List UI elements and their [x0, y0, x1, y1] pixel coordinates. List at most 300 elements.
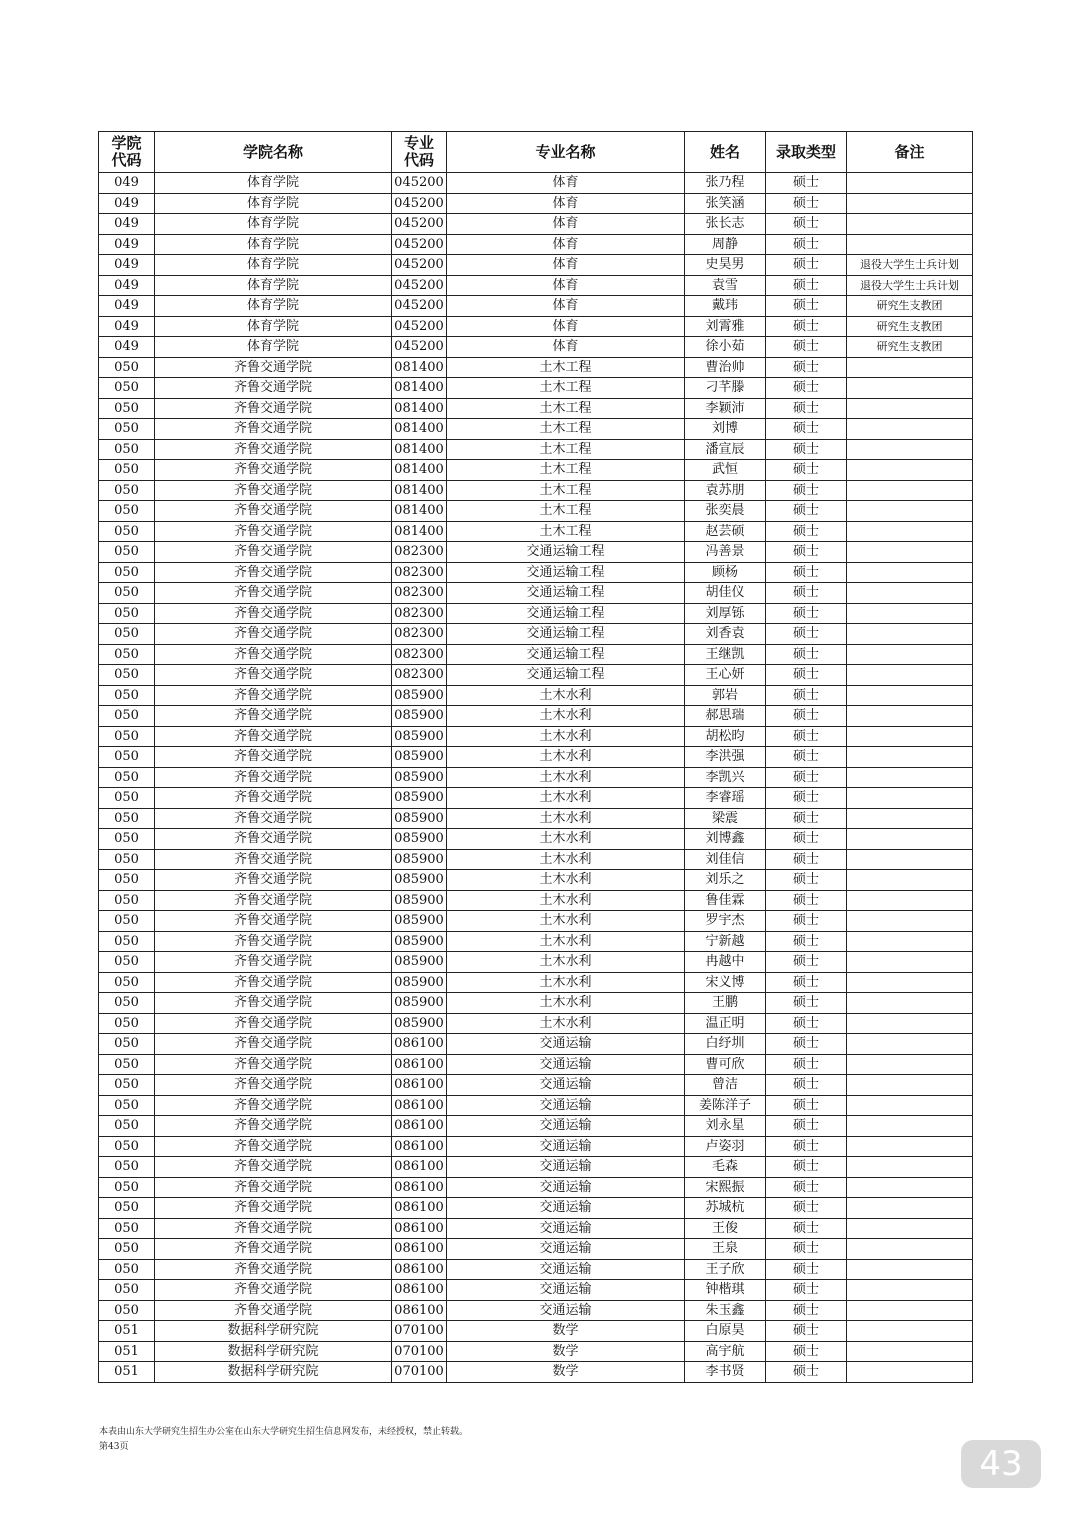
cell-remarks: 退役大学生士兵计划	[847, 255, 973, 276]
cell-admission-type: 硕士	[766, 378, 847, 399]
cell-remarks	[847, 624, 973, 645]
table-row	[99, 1362, 973, 1383]
cell-admission-type: 硕士	[766, 275, 847, 296]
cell-remarks	[847, 747, 973, 768]
cell-major-code: 086100	[392, 1075, 447, 1096]
cell-student-name: 刘乐之	[685, 870, 766, 891]
cell-student-name: 刘博	[685, 419, 766, 440]
cell-major-code: 081400	[392, 378, 447, 399]
cell-remarks	[847, 501, 973, 522]
cell-student-name: 李洪强	[685, 747, 766, 768]
table-row	[99, 419, 973, 440]
cell-major-name: 交通运输工程	[447, 583, 685, 604]
cell-admission-type: 硕士	[766, 1321, 847, 1342]
cell-student-name: 武恒	[685, 460, 766, 481]
cell-student-name: 宁新越	[685, 931, 766, 952]
cell-remarks	[847, 808, 973, 829]
cell-remarks	[847, 1075, 973, 1096]
cell-major-name: 土木工程	[447, 501, 685, 522]
cell-college-code: 049	[99, 316, 155, 337]
cell-college-name: 齐鲁交通学院	[155, 706, 392, 727]
cell-student-name: 徐小茹	[685, 337, 766, 358]
cell-college-name: 齐鲁交通学院	[155, 1054, 392, 1075]
cell-admission-type: 硕士	[766, 562, 847, 583]
cell-major-name: 交通运输工程	[447, 542, 685, 563]
cell-remarks	[847, 890, 973, 911]
table-row	[99, 972, 973, 993]
cell-major-code: 082300	[392, 665, 447, 686]
cell-major-name: 土木工程	[447, 460, 685, 481]
cell-major-name: 土木水利	[447, 747, 685, 768]
table-header-row	[99, 132, 973, 173]
cell-college-name: 齐鲁交通学院	[155, 911, 392, 932]
cell-student-name: 李书贤	[685, 1362, 766, 1383]
cell-remarks	[847, 1116, 973, 1137]
cell-student-name: 姜陈洋子	[685, 1095, 766, 1116]
header-remarks: 备注	[847, 132, 973, 173]
cell-major-code: 045200	[392, 173, 447, 194]
cell-admission-type: 硕士	[766, 173, 847, 194]
cell-admission-type: 硕士	[766, 501, 847, 522]
cell-college-name: 齐鲁交通学院	[155, 993, 392, 1014]
cell-college-code: 050	[99, 501, 155, 522]
cell-college-name: 数据科学研究院	[155, 1321, 392, 1342]
cell-remarks	[847, 583, 973, 604]
cell-college-name: 齐鲁交通学院	[155, 952, 392, 973]
cell-college-name: 齐鲁交通学院	[155, 890, 392, 911]
cell-major-name: 数学	[447, 1321, 685, 1342]
cell-major-code: 086100	[392, 1239, 447, 1260]
table-row	[99, 870, 973, 891]
cell-college-name: 齐鲁交通学院	[155, 1218, 392, 1239]
cell-student-name: 刘博鑫	[685, 829, 766, 850]
cell-major-name: 土木水利	[447, 849, 685, 870]
cell-remarks	[847, 378, 973, 399]
cell-college-name: 齐鲁交通学院	[155, 480, 392, 501]
cell-major-name: 交通运输	[447, 1300, 685, 1321]
table-row	[99, 685, 973, 706]
cell-college-code: 050	[99, 419, 155, 440]
table-row	[99, 911, 973, 932]
table-row	[99, 952, 973, 973]
cell-college-name: 齐鲁交通学院	[155, 398, 392, 419]
cell-college-name: 齐鲁交通学院	[155, 1075, 392, 1096]
cell-admission-type: 硕士	[766, 419, 847, 440]
table-row	[99, 931, 973, 952]
cell-student-name: 曹治帅	[685, 357, 766, 378]
cell-major-code: 086100	[392, 1054, 447, 1075]
cell-college-code: 050	[99, 952, 155, 973]
cell-admission-type: 硕士	[766, 460, 847, 481]
cell-major-code: 086100	[392, 1198, 447, 1219]
cell-college-name: 体育学院	[155, 316, 392, 337]
cell-major-name: 体育	[447, 173, 685, 194]
cell-college-name: 体育学院	[155, 173, 392, 194]
cell-major-code: 081400	[392, 460, 447, 481]
cell-college-code: 050	[99, 439, 155, 460]
table-row	[99, 193, 973, 214]
cell-major-name: 土木水利	[447, 890, 685, 911]
table-row	[99, 275, 973, 296]
cell-major-code: 045200	[392, 255, 447, 276]
cell-student-name: 刘霄雅	[685, 316, 766, 337]
cell-major-name: 体育	[447, 234, 685, 255]
cell-major-name: 交通运输	[447, 1177, 685, 1198]
cell-college-name: 齐鲁交通学院	[155, 1198, 392, 1219]
cell-major-name: 土木水利	[447, 685, 685, 706]
cell-college-code: 050	[99, 808, 155, 829]
header-college-name: 学院名称	[155, 132, 392, 173]
header-major-code: 专业 代码	[392, 132, 447, 173]
cell-major-name: 土木水利	[447, 972, 685, 993]
cell-remarks	[847, 767, 973, 788]
cell-college-code: 050	[99, 931, 155, 952]
cell-college-code: 050	[99, 1095, 155, 1116]
table-row	[99, 1054, 973, 1075]
cell-college-name: 齐鲁交通学院	[155, 788, 392, 809]
cell-remarks	[847, 1341, 973, 1362]
cell-college-code: 050	[99, 685, 155, 706]
cell-major-name: 体育	[447, 316, 685, 337]
cell-remarks	[847, 1362, 973, 1383]
cell-remarks	[847, 603, 973, 624]
cell-remarks	[847, 419, 973, 440]
cell-college-code: 049	[99, 173, 155, 194]
cell-admission-type: 硕士	[766, 296, 847, 317]
cell-student-name: 苏城杭	[685, 1198, 766, 1219]
cell-student-name: 袁苏朋	[685, 480, 766, 501]
table-row	[99, 583, 973, 604]
cell-remarks	[847, 1300, 973, 1321]
cell-admission-type: 硕士	[766, 542, 847, 563]
cell-college-name: 齐鲁交通学院	[155, 1157, 392, 1178]
cell-major-name: 数学	[447, 1341, 685, 1362]
cell-admission-type: 硕士	[766, 316, 847, 337]
cell-admission-type: 硕士	[766, 337, 847, 358]
header-major-name: 专业名称	[447, 132, 685, 173]
table-row	[99, 501, 973, 522]
cell-college-name: 齐鲁交通学院	[155, 419, 392, 440]
cell-major-name: 体育	[447, 275, 685, 296]
table-row	[99, 521, 973, 542]
cell-student-name: 高宇航	[685, 1341, 766, 1362]
cell-admission-type: 硕士	[766, 1034, 847, 1055]
cell-college-code: 050	[99, 870, 155, 891]
cell-college-code: 050	[99, 993, 155, 1014]
table-row	[99, 747, 973, 768]
cell-major-code: 045200	[392, 214, 447, 235]
cell-major-name: 土木工程	[447, 378, 685, 399]
cell-student-name: 袁雪	[685, 275, 766, 296]
cell-college-code: 049	[99, 234, 155, 255]
cell-major-code: 086100	[392, 1116, 447, 1137]
cell-college-code: 049	[99, 255, 155, 276]
cell-college-name: 体育学院	[155, 255, 392, 276]
cell-college-code: 050	[99, 1177, 155, 1198]
cell-admission-type: 硕士	[766, 890, 847, 911]
cell-student-name: 胡松昀	[685, 726, 766, 747]
cell-college-code: 050	[99, 890, 155, 911]
cell-college-code: 050	[99, 521, 155, 542]
cell-student-name: 卢姿羽	[685, 1136, 766, 1157]
cell-major-code: 086100	[392, 1280, 447, 1301]
cell-major-code: 085900	[392, 747, 447, 768]
cell-admission-type: 硕士	[766, 1116, 847, 1137]
cell-major-code: 085900	[392, 767, 447, 788]
cell-major-code: 081400	[392, 480, 447, 501]
table-row	[99, 398, 973, 419]
cell-college-name: 齐鲁交通学院	[155, 767, 392, 788]
cell-remarks	[847, 439, 973, 460]
cell-college-name: 数据科学研究院	[155, 1341, 392, 1362]
cell-major-code: 085900	[392, 788, 447, 809]
cell-remarks	[847, 1177, 973, 1198]
cell-student-name: 张长志	[685, 214, 766, 235]
table-row	[99, 1013, 973, 1034]
cell-admission-type: 硕士	[766, 644, 847, 665]
cell-major-name: 土木工程	[447, 357, 685, 378]
cell-admission-type: 硕士	[766, 1218, 847, 1239]
table-row	[99, 993, 973, 1014]
cell-major-code: 081400	[392, 419, 447, 440]
cell-remarks	[847, 173, 973, 194]
cell-college-code: 049	[99, 275, 155, 296]
cell-college-name: 体育学院	[155, 275, 392, 296]
cell-major-code: 086100	[392, 1095, 447, 1116]
cell-remarks	[847, 911, 973, 932]
cell-major-name: 交通运输工程	[447, 644, 685, 665]
cell-college-code: 050	[99, 747, 155, 768]
cell-college-code: 050	[99, 829, 155, 850]
cell-remarks	[847, 1239, 973, 1260]
cell-major-code: 085900	[392, 870, 447, 891]
cell-student-name: 罗宇杰	[685, 911, 766, 932]
table-body	[99, 173, 973, 1383]
cell-major-name: 土木水利	[447, 808, 685, 829]
cell-admission-type: 硕士	[766, 234, 847, 255]
cell-student-name: 李凯兴	[685, 767, 766, 788]
cell-student-name: 王继凯	[685, 644, 766, 665]
cell-remarks	[847, 788, 973, 809]
cell-college-name: 齐鲁交通学院	[155, 747, 392, 768]
cell-college-code: 050	[99, 665, 155, 686]
cell-major-name: 交通运输工程	[447, 562, 685, 583]
cell-major-name: 交通运输	[447, 1198, 685, 1219]
cell-major-name: 土木水利	[447, 952, 685, 973]
table-row	[99, 1280, 973, 1301]
cell-student-name: 曹可欣	[685, 1054, 766, 1075]
cell-major-name: 土木工程	[447, 419, 685, 440]
cell-student-name: 温正明	[685, 1013, 766, 1034]
table-row	[99, 316, 973, 337]
cell-major-name: 体育	[447, 296, 685, 317]
cell-college-name: 齐鲁交通学院	[155, 1177, 392, 1198]
cell-admission-type: 硕士	[766, 255, 847, 276]
cell-admission-type: 硕士	[766, 357, 847, 378]
cell-major-code: 085900	[392, 972, 447, 993]
table-row	[99, 1116, 973, 1137]
cell-major-code: 085900	[392, 829, 447, 850]
cell-student-name: 王俊	[685, 1218, 766, 1239]
cell-college-code: 050	[99, 603, 155, 624]
cell-student-name: 戴玮	[685, 296, 766, 317]
cell-major-code: 081400	[392, 501, 447, 522]
table-row	[99, 378, 973, 399]
cell-college-name: 齐鲁交通学院	[155, 1280, 392, 1301]
cell-admission-type: 硕士	[766, 706, 847, 727]
cell-remarks	[847, 193, 973, 214]
cell-college-code: 050	[99, 1218, 155, 1239]
cell-major-code: 081400	[392, 398, 447, 419]
cell-student-name: 张奕晨	[685, 501, 766, 522]
cell-college-name: 齐鲁交通学院	[155, 1116, 392, 1137]
cell-remarks	[847, 1013, 973, 1034]
table-row	[99, 644, 973, 665]
cell-admission-type: 硕士	[766, 439, 847, 460]
table-row	[99, 1300, 973, 1321]
cell-college-code: 049	[99, 296, 155, 317]
cell-major-name: 交通运输工程	[447, 624, 685, 645]
cell-admission-type: 硕士	[766, 583, 847, 604]
cell-remarks	[847, 931, 973, 952]
cell-major-code: 086100	[392, 1300, 447, 1321]
cell-student-name: 王子欣	[685, 1259, 766, 1280]
cell-college-code: 049	[99, 214, 155, 235]
cell-college-name: 齐鲁交通学院	[155, 1136, 392, 1157]
cell-student-name: 顾杨	[685, 562, 766, 583]
cell-major-name: 体育	[447, 193, 685, 214]
cell-admission-type: 硕士	[766, 1095, 847, 1116]
cell-major-name: 土木水利	[447, 829, 685, 850]
table-row	[99, 1341, 973, 1362]
cell-student-name: 白纾圳	[685, 1034, 766, 1055]
cell-remarks	[847, 829, 973, 850]
cell-college-name: 齐鲁交通学院	[155, 972, 392, 993]
cell-student-name: 胡佳仪	[685, 583, 766, 604]
cell-admission-type: 硕士	[766, 1177, 847, 1198]
cell-major-code: 082300	[392, 583, 447, 604]
table-row	[99, 337, 973, 358]
cell-major-name: 土木水利	[447, 788, 685, 809]
table-row	[99, 439, 973, 460]
cell-college-code: 050	[99, 1300, 155, 1321]
cell-college-name: 齐鲁交通学院	[155, 665, 392, 686]
cell-major-code: 045200	[392, 193, 447, 214]
table-row	[99, 214, 973, 235]
cell-student-name: 宋义博	[685, 972, 766, 993]
cell-admission-type: 硕士	[766, 911, 847, 932]
cell-remarks: 研究生支教团	[847, 337, 973, 358]
cell-college-code: 050	[99, 1157, 155, 1178]
cell-student-name: 刘永星	[685, 1116, 766, 1137]
cell-student-name: 冯善景	[685, 542, 766, 563]
table-row	[99, 173, 973, 194]
table-row	[99, 726, 973, 747]
cell-admission-type: 硕士	[766, 480, 847, 501]
cell-college-code: 050	[99, 378, 155, 399]
cell-admission-type: 硕士	[766, 931, 847, 952]
cell-admission-type: 硕士	[766, 808, 847, 829]
cell-major-code: 082300	[392, 542, 447, 563]
cell-college-code: 050	[99, 767, 155, 788]
cell-college-name: 体育学院	[155, 214, 392, 235]
cell-student-name: 郭岩	[685, 685, 766, 706]
cell-major-name: 体育	[447, 337, 685, 358]
cell-major-code: 085900	[392, 849, 447, 870]
cell-college-name: 齐鲁交通学院	[155, 460, 392, 481]
table-row	[99, 767, 973, 788]
cell-major-name: 土木工程	[447, 439, 685, 460]
cell-major-name: 交通运输	[447, 1034, 685, 1055]
cell-major-name: 体育	[447, 255, 685, 276]
cell-remarks	[847, 480, 973, 501]
cell-college-code: 050	[99, 624, 155, 645]
footer-page-label: 第43页	[99, 1442, 129, 1452]
cell-college-name: 体育学院	[155, 193, 392, 214]
cell-college-code: 050	[99, 706, 155, 727]
cell-remarks	[847, 726, 973, 747]
cell-major-code: 045200	[392, 296, 447, 317]
cell-college-code: 050	[99, 583, 155, 604]
cell-major-name: 体育	[447, 214, 685, 235]
cell-college-name: 齐鲁交通学院	[155, 1300, 392, 1321]
cell-major-name: 土木工程	[447, 480, 685, 501]
cell-college-name: 齐鲁交通学院	[155, 1239, 392, 1260]
cell-major-code: 070100	[392, 1362, 447, 1383]
cell-major-code: 045200	[392, 337, 447, 358]
table-row	[99, 460, 973, 481]
cell-admission-type: 硕士	[766, 193, 847, 214]
cell-major-code: 085900	[392, 685, 447, 706]
cell-remarks	[847, 1157, 973, 1178]
cell-admission-type: 硕士	[766, 1054, 847, 1075]
cell-student-name: 李颖沛	[685, 398, 766, 419]
cell-college-code: 050	[99, 911, 155, 932]
table-row	[99, 1177, 973, 1198]
cell-student-name: 王泉	[685, 1239, 766, 1260]
cell-remarks	[847, 521, 973, 542]
cell-admission-type: 硕士	[766, 1198, 847, 1219]
cell-college-name: 齐鲁交通学院	[155, 357, 392, 378]
cell-major-code: 085900	[392, 1013, 447, 1034]
cell-remarks	[847, 460, 973, 481]
table-row	[99, 1198, 973, 1219]
admission-table	[98, 131, 973, 1383]
cell-college-name: 齐鲁交通学院	[155, 439, 392, 460]
cell-student-name: 毛森	[685, 1157, 766, 1178]
cell-major-code: 070100	[392, 1341, 447, 1362]
cell-college-name: 体育学院	[155, 296, 392, 317]
cell-major-name: 交通运输工程	[447, 603, 685, 624]
cell-student-name: 梁震	[685, 808, 766, 829]
cell-student-name: 宋熙振	[685, 1177, 766, 1198]
cell-major-code: 085900	[392, 993, 447, 1014]
footer-copyright-note: 本表由山东大学研究生招生办公室在山东大学研究生招生信息网发布，未经授权，禁止转载。	[99, 1427, 469, 1437]
cell-college-code: 050	[99, 1198, 155, 1219]
cell-remarks	[847, 1259, 973, 1280]
cell-major-name: 交通运输	[447, 1157, 685, 1178]
cell-remarks	[847, 1280, 973, 1301]
cell-college-code: 050	[99, 460, 155, 481]
cell-admission-type: 硕士	[766, 767, 847, 788]
cell-major-name: 土木水利	[447, 911, 685, 932]
cell-remarks	[847, 1321, 973, 1342]
cell-admission-type: 硕士	[766, 624, 847, 645]
cell-admission-type: 硕士	[766, 1300, 847, 1321]
cell-admission-type: 硕士	[766, 788, 847, 809]
cell-student-name: 曾洁	[685, 1075, 766, 1096]
cell-admission-type: 硕士	[766, 1341, 847, 1362]
